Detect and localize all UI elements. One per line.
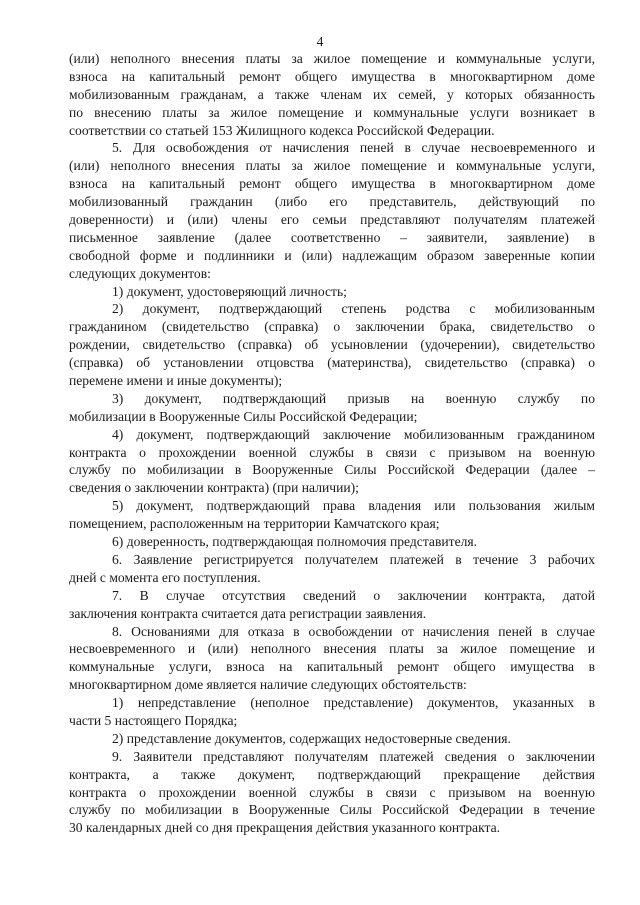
text-line: коммунальные услуги, взноса на капитальный ремонт общего имущества в [69, 659, 595, 675]
text-line: взноса на капитальный ремонт общего имущества в многоквартирном доме [69, 68, 595, 84]
text-line: мобилизованный гражданин (либо его представитель, действующий по [69, 194, 595, 210]
text-line: помещением, расположенным на территории Камчатского края; [69, 516, 440, 532]
text-line: свободной форме и подлинники и (или) надлежащим образом заверенные копии [69, 247, 595, 263]
text-line: контракта о прохождении военной службы в связи с призывом на военную [69, 444, 595, 460]
text-line: соответствии со статьей 153 Жилищного кодекса Российской Федерации. [69, 122, 495, 138]
text-line: контракта о прохождении военной службы в связи с призывом на военную [69, 784, 595, 800]
text-line: (справка) об установлении отцовства (материнства), свидетельство (справка) о [69, 355, 595, 371]
text-line: многоквартирном доме является наличие следующих обстоятельств: [69, 677, 467, 693]
text-line: заключения контракта считается дата регистрации заявления. [69, 605, 427, 621]
text-line: взноса на капитальный ремонт общего имущества в многоквартирном доме [69, 176, 595, 192]
text-line: 30 календарных дней со дня прекращения действия указанного контракта. [69, 820, 501, 836]
text-line: 6. Заявление регистрируется получателем платежей в течение 3 рабочих [112, 551, 595, 567]
text-line: 2) документ, подтверждающий степень родства с мобилизованным [112, 301, 595, 317]
text-line: 4) документ, подтверждающий заключение мобилизованным гражданином [112, 426, 595, 442]
text-line: 5) документ, подтверждающий права владения или пользования жилым [112, 498, 595, 514]
text-line: рождении, свидетельство (справка) об усыновлении (удочерении), свидетельство [69, 337, 595, 353]
text-line: 7. В случае отсутствия сведений о заключении контракта, датой [112, 587, 595, 603]
text-line: по внесению платы за жилое помещение и коммунальные услуги возникает в [69, 104, 595, 120]
text-line: гражданином (свидетельство (справка) о заключении брака, свидетельство о [69, 319, 595, 335]
text-line: 9. Заявители представляют получателям платежей сведения о заключении [112, 748, 595, 764]
text-line: несвоевременного и (или) неполного внесения платы за жилое помещение и [69, 641, 595, 657]
text-line: 8. Основаниями для отказа в освобождении от начисления пеней в случае [112, 623, 595, 639]
text-line: (или) неполного внесения платы за жилое помещение и коммунальные услуги, [69, 158, 595, 174]
body-text [69, 50, 595, 837]
text-line: мобилизации в Вооруженные Силы Российской Федерации; [69, 408, 418, 424]
text-line: службу по мобилизации в Вооруженные Силы Российской Федерации (далее – [69, 462, 595, 478]
text-line: части 5 настоящего Порядка; [69, 712, 238, 728]
text-line: 1) непредставление (неполное представление) документов, указанных в [112, 695, 595, 711]
text-line: доверенности) и (или) члены его семьи представляют получателям платежей [69, 212, 595, 228]
page-number: 4 [316, 34, 324, 49]
text-line: сведения о заключении контракта) (при наличии); [69, 480, 359, 496]
text-line: 1) документ, удостоверяющий личность; [112, 283, 347, 299]
text-line: следующих документов: [69, 265, 211, 281]
text-line: (или) неполного внесения платы за жилое помещение и коммунальные услуги, [69, 51, 595, 66]
text-line: мобилизованным гражданам, а также членам их семей, у которых обязанность [69, 86, 595, 102]
text-line: 5. Для освобождения от начисления пеней в случае несвоевременного и [112, 140, 595, 156]
text-line: службу по мобилизации в Вооруженные Силы Российской Федерации в течение [69, 802, 595, 818]
text-line: 3) документ, подтверждающий призыв на военную службу по [112, 390, 595, 406]
text-line: 6) доверенность, подтверждающая полномочия представителя. [112, 534, 478, 550]
text-line: дней с момента его поступления. [69, 569, 261, 585]
text-line: перемене имени и иные документы); [69, 373, 283, 389]
text-line: письменное заявление (далее соответственно – заявители, заявление) в [69, 229, 595, 245]
text-line: контракта, а также документ, подтверждающий прекращение действия [69, 766, 595, 782]
text-line: 2) представление документов, содержащих недостоверные сведения. [112, 730, 511, 746]
